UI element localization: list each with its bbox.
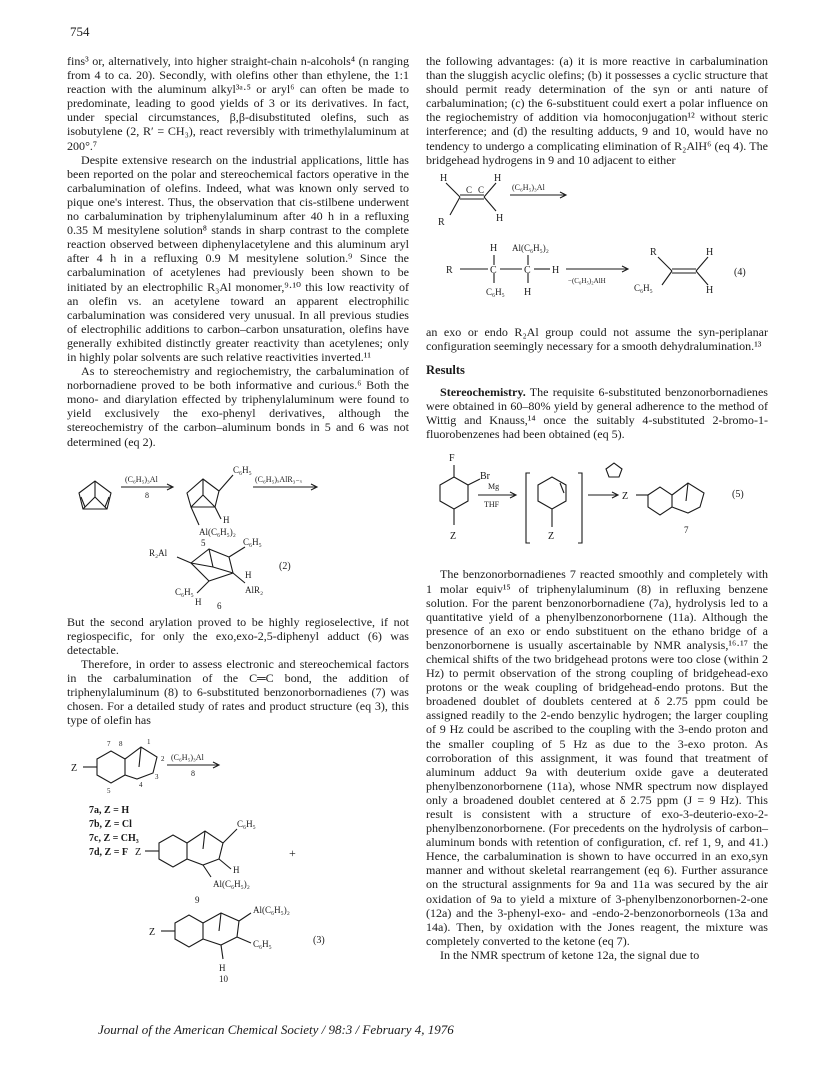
eq2-aluminum-5: Al(C₆H₅)₂	[199, 526, 236, 537]
eq2-r2al: R₂Al	[149, 547, 168, 558]
left-paragraph-5: Therefore, in order to assess electronic and stereochemical factors in the carbalumination of the C═C bond, the addition of triphenylaluminum (8) to 6-substituted benzonorbornadienes (7) was chosen. For a detailed study of rates and product structure (eq 3), this type of olefin has	[67, 656, 409, 728]
eq3-pos-7: 7	[107, 740, 111, 749]
eq4-h-lower: H	[524, 286, 532, 298]
eq3-hydrogen-9: H	[233, 865, 240, 876]
eq3-reagent-label: 8	[191, 769, 195, 779]
eq2-alr2: AlR₂	[245, 584, 264, 595]
eq4-h-top-left: H	[440, 172, 448, 184]
eq5-z-benzyne: Z	[548, 531, 555, 543]
right-paragraph-2: an exo or endo R₂Al group could not assume the syn-periplanar configuration seemingly necessary for a smooth dehydralumination.¹³	[426, 324, 768, 353]
eq2-label-5: 5	[201, 537, 206, 548]
eq5-z-start: Z	[450, 531, 457, 543]
eq4-number: (4)	[734, 266, 746, 278]
eq4-r-left: R	[438, 216, 445, 228]
eq5-label-7: 7	[684, 525, 689, 536]
eq3-list-7d: 7d, Z = F	[89, 847, 129, 859]
eq3-pos-5: 5	[107, 787, 111, 796]
eq4-elimination: −(C₆H₅)₂AlH	[568, 276, 606, 285]
eq4-r-product: R	[650, 246, 657, 258]
eq3-label-10: 10	[219, 974, 228, 984]
eq3-hydrogen-10: H	[219, 963, 226, 974]
eq4-h-middle: H	[552, 264, 560, 276]
left-paragraph-3: As to stereochemistry and regiochemistry, the carbalumination of norbornadiene proved to be both informative and curious.⁶ Both the mono- and diarylation effected by triphenylaluminum were found to yield exclusively the exo-phenyl derivatives, although the stereochemistry of the carbon–aluminum bonds in 5 and 6 was not determined (eq 2).	[67, 364, 409, 449]
equation-3-scheme	[67, 731, 409, 983]
eq2-reagent-1: (C₆H₅)₃Al	[125, 474, 158, 484]
eq2-phenyl-5: C₆H₅	[233, 464, 252, 475]
equation-4-scheme	[426, 171, 768, 321]
eq3-phenyl-10: C₆H₅	[253, 939, 272, 950]
eq3-pos-2: 2	[161, 755, 165, 764]
eq4-aluminum: Al(C₆H₅)₂	[512, 242, 549, 253]
eq3-z-7: Z	[71, 763, 78, 775]
eq3-reagent: (C₆H₅)₃Al	[171, 753, 204, 763]
right-column	[426, 54, 768, 962]
left-paragraph-2: Despite extensive research on the industrial applications, little has been reported on the polar and stereochemical factors operative in the carbalumination of olefins. Indeed, what was known only served to pique one's interest. Thus, the observation that cis-stilbene underwent no carbalumination by triphenylaluminum after 40 h in a refluxing 0.35 M mesitylene solution⁸ stands in sharp contrast to the complete reaction observed between diphenylacetylene and this aluminum aryl after 4 h in a refluxing 0.9 M mesitylene solution.⁹ Since the carbalumination of acetylenes had previously been shown to be initiated by an electrophilic R₃Al monomer,⁹·¹⁰ this low reactivity of an olefin vs. an acetylene toward an apparent electrophilic carbalumination was considered very unusual. In all previous studies of electrophilic additions to carbon–carbon unsaturation, olefins have generally exhibited distinctly greater reactivity than acetylenes; only in highly polar solvents are such relative reactivities inverted.¹¹	[67, 152, 409, 364]
eq4-h-lower-right: H	[496, 212, 504, 224]
eq3-number: (3)	[313, 935, 325, 947]
eq5-number: (5)	[732, 489, 744, 501]
section-heading-results: Results	[426, 362, 465, 377]
eq2-reagent-2: (C₆H₅)ₓAlR₃₋ₓ	[255, 474, 303, 484]
right-paragraph-1: the following advantages: (a) it is more reactive in carbalumination than the sluggish acyclic olefins; (b) it possesses a cyclic structure that should permit ready determination of the syn or anti nature of carbalumination; (c) the 6-substituent could exert a polar influence on the regiochemistry of addition via homoconjugation¹² without steric interference; and (d) the resulting adducts, 9 and 10, would have no tendency to undergo a complicating elimination of R₂AlH⁶ (eq 4). The bridgehead hydrogens in 9 and 10 adjacent to either	[426, 54, 768, 167]
right-paragraph-3-text: The requisite 6-substituted benzonorbornadienes were obtained in 60–80% yield by general adherence to the method of Wittig and Knauss,¹⁴ once the suitably 4-substituted 2-bromo-1-fluorobenzenes had been obtained (eq 5).	[426, 385, 768, 442]
eq3-pos-8: 8	[119, 740, 123, 749]
eq3-aluminum-9: Al(C₆H₅)₂	[213, 879, 250, 890]
eq4-c-middle-2: C	[524, 264, 531, 276]
eq3-pos-3: 3	[155, 773, 159, 782]
eq2-phenyl-6: C₆H₅	[243, 536, 262, 547]
eq4-h-product-top: H	[706, 246, 714, 258]
eq3-label-9: 9	[195, 895, 200, 906]
left-paragraph-1: fins³ or, alternatively, into higher straight-chain n-alcohols⁴ (n ranging from 4 to ca. 20). Secondly, with olefins other than ethylene, the 1:1 reaction with the aluminum alkyl³ᵃ·⁵ or aryl⁶ can often be made to predominate, leading to good yields of 3 or its derivatives. In fact, under special circumstances, β,β-disubstituted olefins, such as isobutylene (2, R′ = CH₃), react reversibly with trimethylaluminum at 200°.⁷	[67, 54, 409, 153]
eq2-phenyl-6b: C₆H₅	[175, 586, 194, 597]
eq4-r-middle: R	[446, 264, 453, 276]
eq5-fluorine: F	[449, 453, 455, 465]
eq3-plus: +	[289, 846, 296, 861]
eq5-magnesium: Mg	[488, 482, 500, 492]
left-paragraph-4: But the second arylation proved to be highly regioselective, if not regiospecific, for only the exo,exo-2,5-diphenyl adduct (6) was detectable.	[67, 614, 409, 657]
eq4-c-middle-1: C	[490, 264, 497, 276]
eq4-reagent: (C₆H₅)₃Al	[512, 182, 545, 192]
eq5-z-product: Z	[622, 491, 629, 503]
eq4-h-top-right: H	[494, 172, 502, 184]
eq3-list-7a: 7a, Z = H	[89, 805, 130, 817]
eq2-hydrogen-5: H	[223, 514, 230, 525]
subsection-runin-stereochemistry: Stereochemistry.	[440, 385, 526, 400]
eq2-hydrogen-6b: H	[195, 596, 202, 607]
eq3-z-10: Z	[149, 927, 156, 939]
eq3-pos-4: 4	[139, 781, 143, 790]
eq4-h-upper: H	[490, 242, 498, 254]
left-column	[67, 54, 409, 987]
page-number: 754	[70, 24, 90, 39]
right-paragraph-5: In the NMR spectrum of ketone 12a, the signal due to	[440, 947, 700, 962]
eq2-reagent-1-label: 8	[145, 490, 149, 500]
right-paragraph-3	[426, 385, 768, 441]
journal-footer: Journal of the American Chemical Society / 98:3 / February 4, 1976	[98, 1022, 454, 1037]
eq2-label-6: 6	[217, 600, 222, 611]
equation-2-scheme	[67, 453, 409, 611]
eq3-list-7b: 7b, Z = Cl	[89, 819, 132, 831]
eq2-hydrogen-6a: H	[245, 569, 252, 580]
eq3-phenyl-9: C₆H₅	[237, 819, 256, 830]
eq5-thf: THF	[484, 500, 500, 510]
eq2-number: (2)	[279, 560, 291, 572]
eq4-c-2: C	[478, 184, 485, 195]
eq4-h-product-bottom: H	[706, 284, 714, 296]
eq3-z-9: Z	[135, 847, 142, 859]
equation-5-scheme	[426, 445, 768, 563]
eq3-pos-1: 1	[147, 738, 151, 747]
eq4-phenyl-product: C₆H₅	[634, 282, 653, 293]
eq4-phenyl-middle: C₆H₅	[486, 286, 505, 297]
eq3-aluminum-10: Al(C₆H₅)₂	[253, 905, 290, 916]
right-paragraph-4: The benzonorbornadienes 7 reacted smoothly and completely with 1 molar equiv¹⁵ of triphenylaluminum (8) in refluxing benzene solution. For the parent benzonorbornadiene (7a), hydrolysis led to a quantitative yield of a phenylbenzonorbornene (11a). Although the presence of an exo or endo substituent on the ethano bridge of a benzonorbornene is usually ascertainable by NMR analysis,¹⁶·¹⁷ the chemical shifts of the two bridgehead protons were too close (within 2 Hz) to permit observation of the strong coupling of bridgehead-exo protons or the weak coupling of bridgehead-endo protons. But the broadened doublet of doublets centered at δ 2.75 ppm could be assigned readily to the 2-endo benzylic hydrogen; the larger coupling of 9 Hz could be ascribed to the coupling with the 3-endo proton and the smaller coupling of 5 Hz as due to the 3-exo proton. As corroboration of this assignment, it was found that treatment of aluminum adduct 9a with deuterium oxide gave a deuterated phenylbenzonorbornene (11a), whose NMR spectrum now displayed only a broadened doublet centered at δ 2.75 ppm (J = 9 Hz). This result is consistent with a structure of exo-3-deuterio-exo-2-phenylbenzonorbornene. (For precedents on the hydrolysis of carbon–aluminum bonds with retention of configuration, cf. ref 1, 9, and 41.) Hence, the carbalumination is shown to have occurred in an exo,syn manner and without skeletal rearrangement (eq 6). Further assurance on the structural assignments for 9a and 11a was secured by the air oxidation of 9a to yield a mixture of 3-phenylbenzonorbornen-2-one (12a) and the 3-phenyl-exo- and -endo-2-benzonorborneols (13a and 14a). Then, by oxidation with the Jones reagent, the mixture was completely converted to the ketone (eq 7).	[426, 567, 768, 948]
eq4-c-1: C	[466, 184, 473, 195]
eq5-bromine: Br	[480, 471, 490, 483]
eq3-list-7c: 7c, Z = CH₃	[89, 833, 139, 845]
